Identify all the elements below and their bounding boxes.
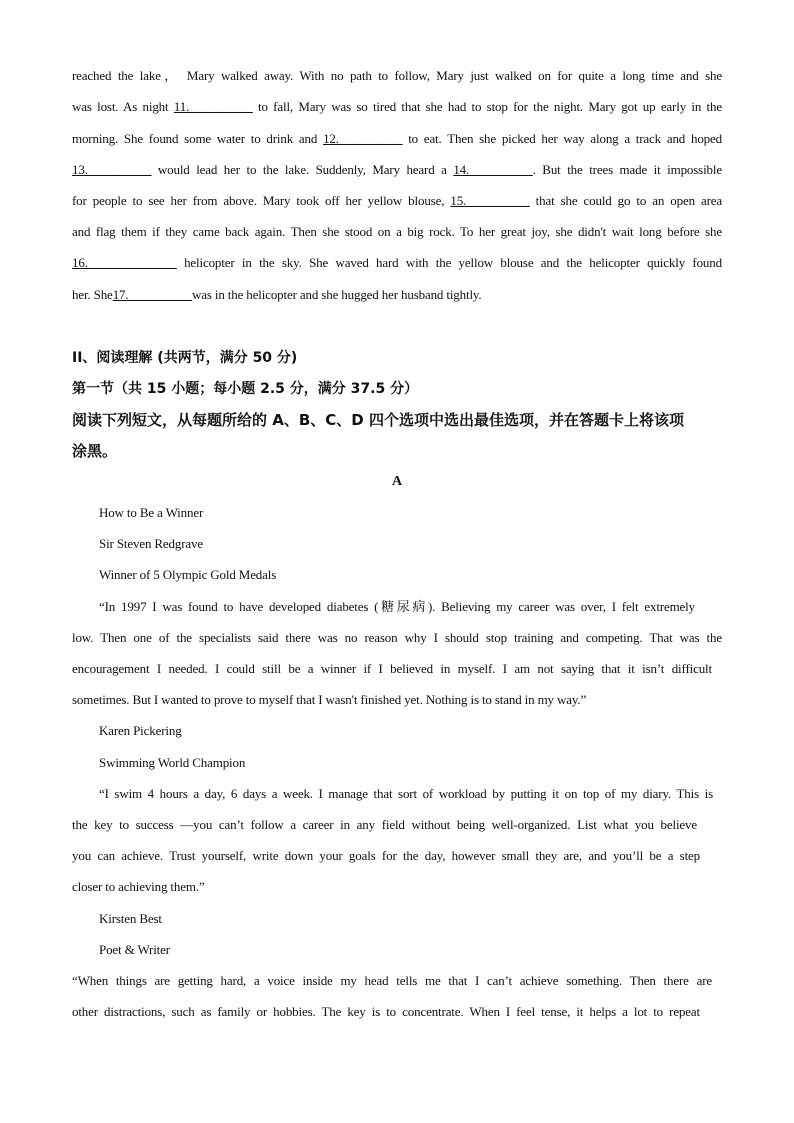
passage-line-8 [72, 286, 722, 304]
quote-1-line-2: low. Then one of the specialists said there was no reason why I should stop training and competing. That was the [72, 630, 722, 645]
quote-2-line-3: you can achieve. Trust yourself, write down your goals for the day, however small they are, and you’ll be a step [72, 848, 700, 863]
person-name-2: Karen Pickering [99, 723, 182, 738]
passage-line-7 [72, 254, 722, 272]
blank-16: 16.______________ [72, 255, 177, 270]
section-instruction-1: 阅读下列短文，从每题所给的 A、B、C、D 四个选项中选出最佳选项，并在答题卡上将该项 [72, 411, 684, 429]
quote-2-line-2: the key to success —you can’t follow a career in any field without being well-organized. List what you believe [72, 817, 697, 832]
section-title: II、阅读理解 (共两节，满分 50 分) [72, 350, 298, 366]
text-run: morning. She found some water to drink and [72, 131, 324, 146]
text-run: was in the helicopter and she hugged her husband tightly. [192, 287, 482, 302]
person-role-1: Winner of 5 Olympic Gold Medals [99, 567, 277, 582]
blank-17: 17.__________ [112, 287, 192, 302]
passage-line-4 [72, 161, 722, 179]
blank-15: 15.__________ [450, 193, 530, 208]
passage-line-2 [72, 98, 722, 116]
text-run: to eat. Then she picked her way along a track and hoped [402, 131, 722, 146]
passage-line-5 [72, 192, 722, 210]
passage-title: How to Be a Winner [99, 505, 204, 520]
quote-1-line-3: encouragement I needed. I could still be a winner if I believed in myself. I am not saying that it isn’t difficult [72, 661, 712, 676]
blank-12: 12.__________ [323, 131, 403, 146]
text-run: helicopter in the sky. She waved hard with the yellow blouse and the helicopter quickly found [176, 255, 722, 270]
text-run: . But the trees made it impossible [532, 162, 722, 177]
blank-14: 14.__________ [453, 162, 533, 177]
text-run: to fall, Mary was so tired that she had to stop for the night. Mary got up early in the [252, 99, 722, 114]
passage-label: A [391, 474, 403, 489]
text-run: her. She [72, 287, 113, 302]
section-instruction-2: 涂黑。 [72, 442, 118, 460]
passage-line-3 [72, 130, 722, 148]
text-run: for people to see her from above. Mary took off her yellow blouse, [72, 193, 451, 208]
text-run: would lead her to the lake. Suddenly, Mary heard a [151, 162, 454, 177]
blank-11: 11.__________ [173, 99, 253, 114]
quote-3-line-2: other distractions, such as family or hobbies. The key is to concentrate. When I feel tense, it helps a lot to repeat [72, 1004, 700, 1019]
text-run: that she could go to an open area [529, 193, 722, 208]
person-name-1: Sir Steven Redgrave [99, 536, 204, 551]
quote-2-line-4: closer to achieving them.” [72, 879, 205, 894]
passage-line-6: and flag them if they came back again. Then she stood on a big rock. To her great joy, she didn't wait long before she [72, 224, 722, 239]
blank-13: 13.__________ [72, 162, 152, 177]
passage-line-1: reached the lake， Mary walked away. With no path to follow, Mary just walked on for quite a long time and she [72, 68, 722, 83]
quote-1-line-1: “In 1997 I was found to have developed diabetes (糖尿病). Believing my career was over, I felt extremely [99, 599, 695, 614]
section-part: 第一节（共 15 小题；每小题 2.5 分，满分 37.5 分） [72, 381, 419, 397]
quote-2-line-1: “I swim 4 hours a day, 6 days a week. I manage that sort of workload by putting it on top of my diary. This is [99, 786, 713, 801]
person-name-3: Kirsten Best [99, 911, 162, 926]
person-role-2: Swimming World Champion [99, 755, 246, 770]
person-role-3: Poet & Writer [99, 942, 170, 957]
text-run: was lost. As night [72, 99, 174, 114]
quote-1-line-4: sometimes. But I wanted to prove to myself that I wasn't finished yet. Nothing is to stand in my way.” [72, 692, 587, 707]
quote-3-line-1: “When things are getting hard, a voice inside my head tells me that I can’t achieve something. Then there are [72, 973, 712, 988]
